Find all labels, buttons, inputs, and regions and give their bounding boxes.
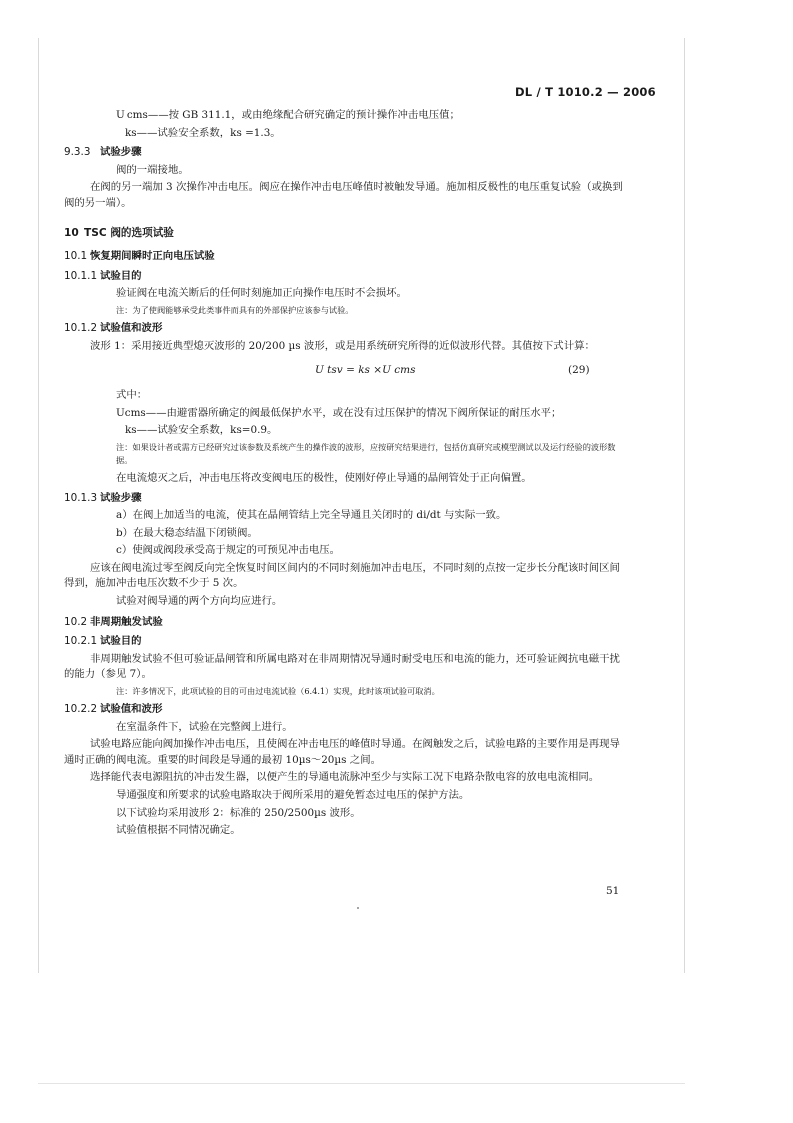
paragraph: 在阀的另一端加 3 次操作冲击电压。阀应在操作冲击电压峰值时被触发导通。施加相反极性的电压重复试验（或换到阀的另一端）。 [64, 181, 623, 209]
subsection-heading [64, 269, 625, 285]
section-title: 非周期触发试验 [90, 615, 163, 628]
section-number: 10.1 [64, 250, 88, 263]
subsection-heading [64, 321, 625, 337]
symbol-definition: ks——试验安全系数，ks =1.3。 [125, 126, 281, 139]
subsection-title: 试验目的 [100, 269, 142, 282]
page-border-right [684, 38, 685, 973]
subsection-title: 试验值和波形 [100, 321, 163, 334]
subsection-number: 10.1.2 [64, 321, 98, 334]
section-heading [64, 145, 625, 161]
formula [90, 360, 625, 382]
paragraph: 以下试验均采用波形 2：标准的 250/2500µs 波形。 [116, 806, 361, 819]
list-item: a）在阀上加适当的电流，使其在晶闸管结上完全导通且关闭时的 di/dt 与实际一致。 [116, 509, 507, 522]
section-heading [64, 249, 625, 265]
symbol-definition: Ucms——由避雷器所确定的阀最低保护水平，或在没有过压保护的情况下阀所保证的耐压水平； [116, 406, 562, 419]
paragraph: 式中： [116, 389, 148, 402]
scan-dot [357, 907, 359, 909]
section-title: 恢复期间瞬时正向电压试验 [90, 250, 215, 263]
subsection-number: 10.1.1 [64, 269, 98, 282]
bottom-rule [38, 1083, 685, 1084]
chapter-title: TSC 阀的选项试验 [84, 226, 174, 239]
subsection-number: 10.1.3 [64, 491, 98, 504]
paragraph: 波形 1：采用接近典型熄灭波形的 20/200 µs 波形，或是用系统研究所得的近似波形代替。其值按下式计算： [90, 339, 595, 352]
chapter-heading [64, 226, 625, 242]
paragraph: 阀的一端接地。 [116, 163, 189, 176]
note: 注：许多情况下，此项试验的目的可由过电流试验（6.4.1）实现，此时该项试验可取消。 [116, 686, 440, 697]
symbol-definition: ks——试验安全系数，ks=0.9。 [125, 424, 278, 437]
formula-number: (29) [568, 364, 590, 377]
note: 注：为了使阀能够承受此类事件而具有的外部保护应该参与试验。 [116, 304, 354, 315]
subsection-heading [64, 702, 625, 718]
subsection-title: 试验步骤 [100, 491, 142, 504]
section-heading [64, 615, 625, 631]
formula-expression: U tsv = ks ×U cms [315, 364, 416, 377]
section-number: 9.3.3 [64, 146, 91, 159]
subsection-title: 试验目的 [100, 635, 142, 648]
subsection-number: 10.2.1 [64, 635, 98, 648]
paragraph: 试验对阀导通的两个方向均应进行。 [116, 595, 283, 608]
symbol-definition: U cms——按 GB 311.1，或由绝缘配合研究确定的预计操作冲击电压值； [116, 109, 460, 121]
standard-code-header: DL / T 1010.2 — 2006 [515, 85, 656, 99]
note: 注：如果设计者或需方已经研究过该参数及系统产生的操作波的波形，应按研究结果进行，包括仿真研究或模型测试以及运行经验的波形数据。 [116, 441, 616, 465]
page-number: 51 [606, 885, 620, 897]
list-item: b）在最大稳态结温下闭锁阀。 [116, 526, 258, 539]
paragraph: 应该在阀电流过零至阀反向完全恢复时间区间内的不同时刻施加冲击电压，不同时刻的点按一定步长分配该时间区间得到，施加冲击电压次数不少于 5 次。 [64, 561, 620, 590]
paragraph: 试验值根据不同情况确定。 [116, 824, 241, 837]
document-body [64, 108, 625, 841]
subsection-title: 试验值和波形 [100, 703, 163, 716]
paragraph: 在室温条件下，试验在完整阀上进行。 [116, 720, 293, 733]
paragraph: 选择能代表电源阻抗的冲击发生器，以便产生的导通电流脉冲至少与实际工况下电路杂散电容的放电电流相同。 [90, 771, 600, 784]
paragraph: 非周期触发试验不但可验证晶闸管和所属电路对在非周期情况导通时耐受电压和电流的能力，还可验证阀抗电磁干扰的能力（参见 7）。 [64, 652, 620, 681]
section-title: 试验步骤 [100, 146, 142, 159]
list-item: c）使阀或阀段承受高于规定的可预见冲击电压。 [116, 544, 341, 557]
paragraph: 导通强度和所要求的试验电路取决于阀所采用的避免暂态过电压的保护方法。 [116, 789, 470, 801]
subsection-number: 10.2.2 [64, 703, 98, 716]
page-border-left [38, 38, 39, 973]
section-number: 10.2 [64, 615, 88, 628]
chapter-number: 10 [64, 226, 79, 239]
paragraph: 验证阀在电流关断后的任何时刻施加正向操作电压时不会损坏。 [116, 287, 407, 300]
subsection-heading [64, 634, 625, 650]
paragraph: 在电流熄灭之后，冲击电压将改变阀电压的极性，使刚好停止导通的晶闸管处于正向偏置。 [116, 471, 532, 484]
paragraph: 试验电路应能向阀加操作冲击电压，且使阀在冲击电压的峰值时导通。在阀触发之后，试验电路的主要作用是再现导通时正确的阀电流。重要的时间段是导通的最初 10µs～20µs 之间。 [64, 738, 620, 766]
subsection-heading [64, 491, 625, 507]
